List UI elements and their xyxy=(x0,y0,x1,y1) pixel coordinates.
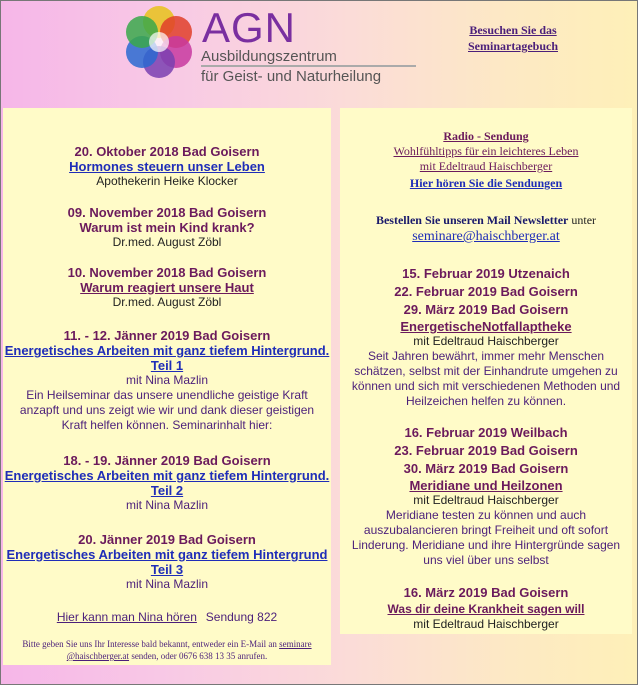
event-desc: Kraft helfen können. Seminarinhalt hier: xyxy=(61,418,273,432)
newsletter-label: Bestellen Sie unseren Mail Newsletter xyxy=(375,213,569,227)
event-title-link[interactable]: Energetisches Arbeiten mit ganz tiefem Hintergrund. xyxy=(4,468,330,483)
email-link-domain[interactable]: @haischberger.at xyxy=(66,651,130,661)
event-speaker: mit Edeltraud Haischberger xyxy=(413,493,559,507)
event-desc: Meridiane testen zu können und auch xyxy=(385,508,587,522)
seminar-group-3 xyxy=(340,584,632,632)
event-speaker: Apothekerin Heike Klocker xyxy=(96,174,238,188)
event-5 xyxy=(3,453,331,513)
event-date: 11. - 12. Jänner 2019 Bad Goisern xyxy=(63,328,271,343)
event-speaker: mit Nina Mazlin xyxy=(125,498,209,512)
event-desc: anzapft und uns zeigt wie wir und dank dieser geistigen xyxy=(19,403,315,417)
footer-contact: Bitte geben Sie uns Ihr Interesse bald bekannt, entweder ein E-Mail an seminare @haischberger.at senden, oder 0676 638 13 35 anrufen. xyxy=(22,639,312,661)
event-date: 22. Februar 2019 Bad Goisern xyxy=(394,284,578,299)
left-column xyxy=(3,108,331,665)
logo-subtitle-1: Ausbildungszentrum xyxy=(201,48,416,67)
event-desc: uns viel über uns selbst xyxy=(423,553,549,567)
event-desc: Linderung. Meridiane und ihre Hintergründe sagen xyxy=(351,538,621,552)
event-speaker: Dr.med. August Zöbl xyxy=(112,295,222,309)
logo[interactable] xyxy=(120,2,420,84)
logo-text: AGN xyxy=(202,4,297,51)
event-date: 16. März 2019 Bad Goisern xyxy=(403,585,569,600)
event-desc: Seit Jahren bewährt, immer mehr Menschen xyxy=(367,349,605,363)
newsletter xyxy=(340,213,632,246)
event-desc: auszubalancieren bringt Freiheit und oft sofort xyxy=(363,523,609,537)
event-speaker: mit Nina Mazlin xyxy=(125,577,209,591)
event-desc: Heilzeichen helfen zu können. xyxy=(405,394,567,408)
radio-broadcasts-link[interactable]: Hier hören Sie die Sendungen xyxy=(409,176,563,190)
logo-subtitle-2: für Geist- und Naturheilung xyxy=(201,68,382,85)
event-6 xyxy=(3,532,331,592)
radio-section xyxy=(340,129,632,192)
event-4 xyxy=(3,328,331,433)
event-date: 23. Februar 2019 Bad Goisern xyxy=(394,443,578,458)
event-date: 30. März 2019 Bad Goisern xyxy=(403,461,569,476)
event-title-link[interactable]: Was dir deine Krankheit sagen will xyxy=(387,602,585,616)
email-link[interactable]: seminare xyxy=(279,639,312,649)
event-desc: können und sich mit verschiedenen Methoden und xyxy=(351,379,621,393)
event-speaker: mit Edeltraud Haischberger xyxy=(413,334,559,348)
newsletter-under: unter xyxy=(568,213,597,227)
seminar-diary-link[interactable]: Besuchen Sie das Seminartagebuch xyxy=(468,23,558,53)
right-column xyxy=(340,108,632,634)
event-date: 15. Februar 2019 Utzenaich xyxy=(402,266,570,281)
radio-title-link[interactable]: Radio - Sendung xyxy=(443,129,529,143)
event-date: 20. Oktober 2018 Bad Goisern xyxy=(74,144,260,159)
newsletter-email-link[interactable]: seminare@haischberger.at xyxy=(412,229,560,244)
event-date: 20. Jänner 2019 Bad Goisern xyxy=(78,532,256,547)
radio-host[interactable]: mit Edeltraud Haischberger xyxy=(419,159,553,173)
event-2 xyxy=(3,205,331,250)
event-3 xyxy=(3,265,331,310)
event-title-link[interactable]: EnergetischeNotfallaptheke xyxy=(400,319,572,334)
event-date: 16. Februar 2019 Weilbach xyxy=(404,425,568,440)
event-1 xyxy=(3,144,331,189)
event-date: 18. - 19. Jänner 2019 Bad Goisern xyxy=(63,453,271,468)
event-speaker: Dr.med. August Zöbl xyxy=(112,235,222,249)
event-title-link[interactable]: Hormones steuern unser Leben xyxy=(69,159,265,174)
radio-line xyxy=(3,608,331,626)
nina-radio-link[interactable]: Hier kann man Nina hören xyxy=(56,610,197,624)
seminar-group-1 xyxy=(340,265,632,409)
event-title-link[interactable]: Energetisches Arbeiten mit ganz tiefem Hintergrund xyxy=(6,547,328,562)
event-desc: schätzen, selbst mit der Einhandrute umgehen zu xyxy=(354,364,618,378)
event-date: 10. November 2018 Bad Goisern xyxy=(67,265,267,280)
flower-logo-icon xyxy=(120,2,198,80)
event-date: 09. November 2018 Bad Goisern xyxy=(67,205,267,220)
event-desc: Ein Heilseminar das unsere unendliche geistige Kraft xyxy=(26,388,308,402)
event-title-link[interactable]: Energetisches Arbeiten mit ganz tiefem Hintergrund. xyxy=(4,343,330,358)
event-speaker: mit Edeltraud Haischberger xyxy=(413,617,559,631)
event-title-link[interactable]: Warum reagiert unsere Haut xyxy=(80,280,254,295)
event-title-link[interactable]: Meridiane und Heilzonen xyxy=(409,478,563,493)
seminar-group-2 xyxy=(340,424,632,568)
radio-episode: Sendung 822 xyxy=(205,610,278,624)
event-speaker: mit Nina Mazlin xyxy=(125,373,209,387)
event-title-part[interactable]: Teil 1 xyxy=(150,358,184,373)
event-date: 29. März 2019 Bad Goisern xyxy=(403,302,569,317)
event-title-part[interactable]: Teil 3 xyxy=(150,562,184,577)
event-title: Warum ist mein Kind krank? xyxy=(79,220,255,235)
event-title-part[interactable]: Teil 2 xyxy=(150,483,184,498)
radio-subtitle[interactable]: Wohlfühltipps für ein leichteres Leben xyxy=(393,144,579,158)
